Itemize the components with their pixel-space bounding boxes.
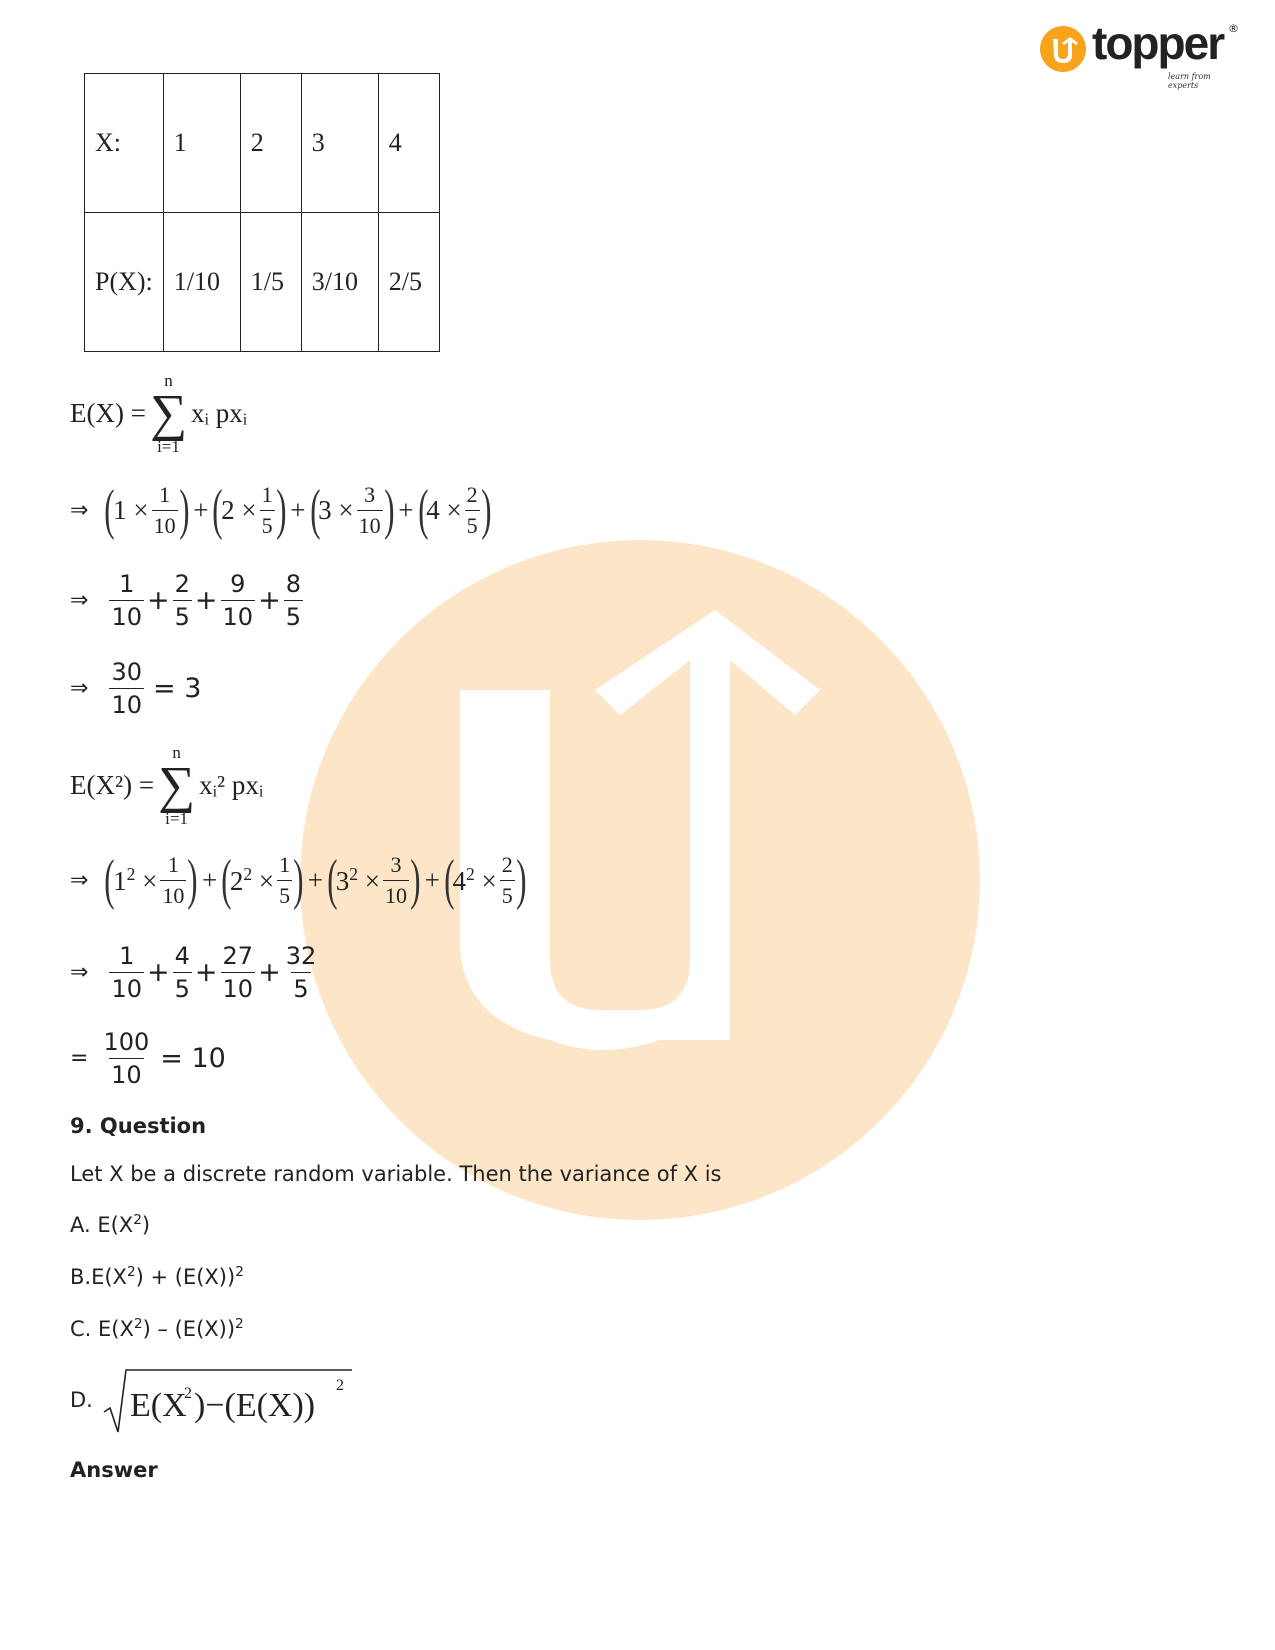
implies-arrow: ⇒	[70, 867, 89, 893]
option-a[interactable]: A. $E(X^2)$	[70, 1212, 151, 1237]
table-row	[85, 74, 440, 213]
question-heading: 9. Question	[70, 1114, 207, 1138]
ex2-fractions: ⇒ $\frac{1}{10}$ + $\frac{4}{5}$ + $\frac{27}{10}$ + $\frac{32}{5}$	[70, 942, 317, 1003]
svg-text:2: 2	[336, 1377, 344, 1394]
implies-arrow: ⇒	[70, 497, 89, 523]
logo-wordmark: topper	[1092, 17, 1224, 69]
ex-term: xᵢ pxᵢ	[191, 398, 248, 429]
ex2-result: = $\frac{100}{10}$ = 10	[70, 1028, 226, 1089]
ex2-term: xᵢ² pxᵢ	[199, 770, 264, 801]
option-c-text: C. E(X	[70, 1317, 134, 1341]
sum-lower: i=1	[157, 437, 180, 457]
implies-arrow: ⇒	[70, 588, 89, 613]
table-cell: P(X):	[85, 213, 164, 352]
registered-mark: ®	[1228, 22, 1239, 35]
sum-upper: n	[164, 371, 173, 390]
question-stem: Let X be a discrete random variable. Then the variance of X is	[70, 1162, 722, 1186]
table-cell: 1/10	[163, 213, 240, 352]
probability-table	[84, 73, 440, 352]
logo-tagline: learn from experts	[1168, 72, 1211, 90]
option-b[interactable]: $B.E(X^2) + (E(X))^2$	[70, 1264, 244, 1289]
topper-logo-icon	[1040, 26, 1086, 72]
svg-text:E(X: E(X	[130, 1387, 187, 1424]
option-b-text: B.E(X	[70, 1265, 127, 1289]
table-cell: 3	[301, 74, 378, 213]
ex2-expansion: ⇒ ( $1^2$ × $\frac{1}{10}$ ) + ( $2^2$ × $\frac{1}{5}$ ) + ( $3^2$ × $\frac{3}{10}$ ) + ( $4^2$ × $\frac{2}{5}$ )	[70, 849, 527, 911]
table-cell: 1/5	[240, 213, 301, 352]
option-d-label: D.	[70, 1388, 93, 1412]
option-a-text: A. E(X	[70, 1213, 134, 1237]
implies-arrow: ⇒	[70, 960, 89, 985]
ex-result-value: = 3	[152, 673, 202, 704]
sigma-glyph: ∑	[158, 757, 196, 814]
ex2-lhs: E(X²) =	[70, 770, 155, 801]
table-cell: 4	[378, 74, 439, 213]
equals-sign: =	[70, 1046, 89, 1071]
ex-fractions: ⇒ $\frac{1}{10}$ + $\frac{2}{5}$ + $\frac{9}{10}$ + $\frac{8}{5}$	[70, 570, 301, 631]
option-c[interactable]: C. $E(X^2) - (E(X))^2$	[70, 1316, 244, 1341]
ex2-result-value: = 10	[160, 1043, 226, 1074]
table-cell: X:	[85, 74, 164, 213]
table-cell: 3/10	[301, 213, 378, 352]
option-d[interactable]	[70, 1388, 93, 1412]
table-cell: 1	[163, 74, 240, 213]
option-d-sqrt-formula	[100, 1364, 360, 1438]
sum-upper: n	[172, 743, 181, 762]
implies-arrow: ⇒	[70, 676, 89, 701]
ex-expansion: ⇒ ( 1 × $\frac{1}{10}$ ) + ( 2 × $\frac{1}{5}$ ) + ( 3 × $\frac{3}{10}$ ) + ( 4 × $\frac{2}{5}$ )	[70, 479, 492, 541]
ex-lhs: E(X) =	[70, 398, 146, 429]
ex2-definition	[70, 744, 263, 827]
table-cell: 2	[240, 74, 301, 213]
table-cell: 2/5	[378, 213, 439, 352]
svg-text:2: 2	[184, 1385, 192, 1402]
sum-lower: i=1	[165, 809, 188, 829]
svg-text:)−(E(X)): )−(E(X))	[194, 1387, 316, 1424]
answer-heading: Answer	[70, 1458, 158, 1482]
topper-logo	[1040, 17, 1240, 90]
ex-result: ⇒ $\frac{30}{10}$ = 3	[70, 658, 202, 719]
sigma-glyph: ∑	[149, 385, 188, 442]
table-row	[85, 213, 440, 352]
ex-definition	[70, 372, 247, 455]
sum-symbol	[158, 744, 195, 827]
sum-symbol	[150, 372, 187, 455]
